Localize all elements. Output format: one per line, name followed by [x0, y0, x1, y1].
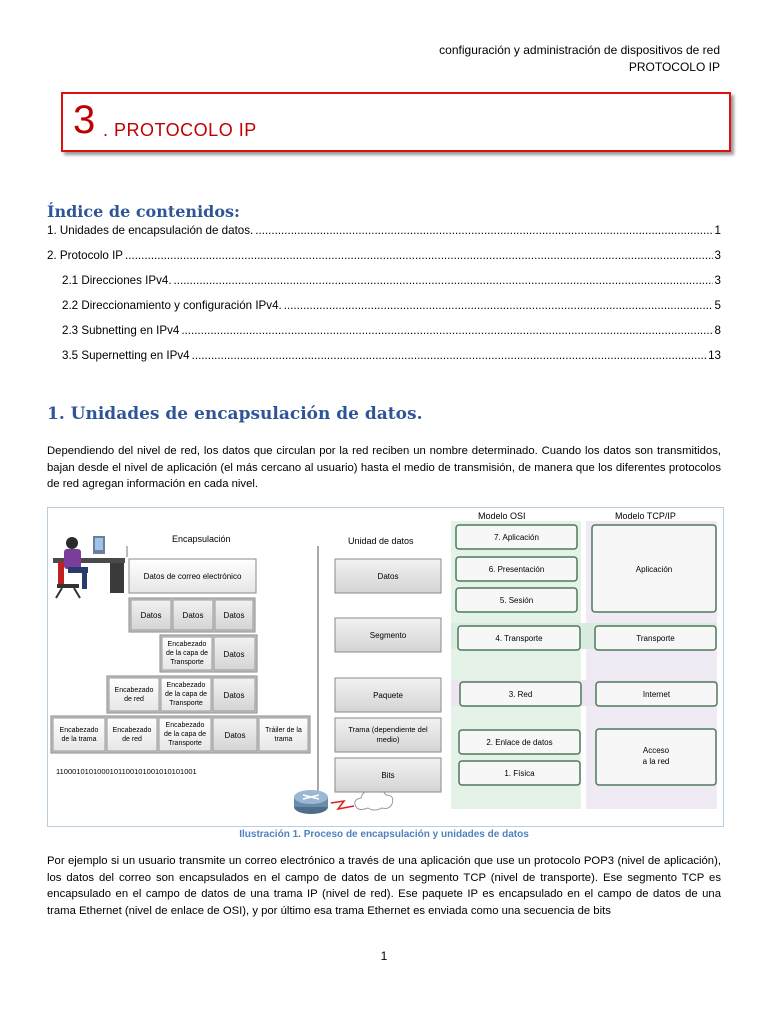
data-unit-column [335, 559, 441, 792]
unit-label: Trama (dependiente del [348, 725, 428, 734]
frame-header-line: de la trama [61, 736, 97, 743]
frame-data-label: Datos [224, 731, 246, 740]
segment-row [160, 635, 257, 672]
osi-layer-label: 6. Presentación [488, 565, 545, 574]
osi-layer-label: 7. Aplicación [494, 533, 539, 542]
header-line-2: PROTOCOLO IP [628, 60, 720, 74]
unit-label: medio) [376, 735, 400, 744]
tcpip-layer-label: Aplicación [635, 565, 673, 574]
encapsulation-figure [47, 507, 724, 827]
running-header [439, 42, 720, 76]
encapsulation-heading: Encapsulación [172, 534, 231, 544]
chapter-title-box [61, 92, 731, 152]
osi-layer-label: 3. Red [508, 690, 533, 699]
network-header-line: Encabezado [114, 687, 154, 694]
toc-entry-page: 3 [714, 274, 721, 287]
tcpip-layer-label: Internet [642, 690, 671, 699]
data-chunk-label: Datos [223, 611, 245, 620]
transport-header-line: Encabezado [166, 682, 206, 689]
toc-entry-page: 8 [714, 324, 721, 337]
toc-entry-label: 3.5 Supernetting en IPv4 [62, 349, 190, 362]
unit-label: Datos [377, 572, 399, 581]
osi-heading: Modelo OSI [478, 511, 526, 521]
toc-leader-dots [255, 224, 712, 238]
osi-layer-label: 5. Sesión [499, 596, 534, 605]
toc-entry[interactable] [47, 324, 721, 349]
toc-entry-page: 1 [714, 224, 721, 237]
transport-header-line: Encabezado [165, 722, 205, 729]
toc-entry-page: 5 [714, 299, 721, 312]
encapsulation-diagram [48, 508, 723, 826]
packet-row [107, 676, 257, 713]
toc-entry[interactable] [47, 274, 721, 299]
transport-header-line: Transporte [170, 659, 204, 666]
toc-entry-page: 3 [714, 249, 721, 262]
network-header-line: de red [124, 696, 144, 703]
frame-row [51, 716, 310, 753]
transport-header-line: de la capa de [164, 691, 208, 698]
figure-caption: Ilustración 1. Proceso de encapsulación y unidades de datos [239, 829, 529, 840]
chapter-number: 3 [73, 98, 96, 142]
data-chunk-label: Datos [182, 611, 204, 620]
toc-entry-label: 2. Protocolo IP [47, 249, 124, 262]
toc-entry[interactable] [47, 224, 721, 249]
transport-header-line: de la capa de [165, 650, 209, 657]
toc-entry-label: 2.2 Direccionamiento y configuración IPv4. [62, 299, 282, 312]
osi-layer-label: 2. Enlace de datos [486, 738, 553, 747]
osi-layer-label: 1. Física [504, 769, 535, 778]
toc-leader-dots [192, 349, 706, 363]
unit-label: Paquete [373, 691, 403, 700]
network-cloud-icon [355, 790, 393, 810]
unit-label: Bits [381, 771, 395, 780]
tcpip-layer-label: Acceso [642, 746, 670, 755]
data-unit-heading: Unidad de datos [348, 536, 414, 546]
toc-leader-dots [174, 274, 713, 288]
header-line-1: configuración y administración de dispositivos de red [439, 43, 720, 57]
toc-leader-dots [181, 324, 712, 338]
osi-layer-label: 4. Transporte [495, 634, 543, 643]
trailer-line: trama [274, 736, 293, 743]
trailer-line: Tráiler de la [265, 727, 302, 734]
toc-leader-dots [284, 299, 713, 313]
packet-data-label: Datos [223, 691, 245, 700]
transport-header-line: de la capa de [163, 731, 207, 738]
toc-title: Índice de contenidos: [47, 202, 240, 221]
network-header-line: Encabezado [112, 727, 152, 734]
data-split-row [129, 598, 255, 632]
toc-leader-dots [125, 249, 713, 263]
tcpip-layer-label: Transporte [636, 634, 675, 643]
toc-entry-label: 2.3 Subnetting en IPv4 [62, 324, 180, 337]
bit-string: 1100010101000101100101001010101001 [56, 767, 197, 776]
chapter-title: . PROTOCOLO IP [103, 120, 257, 140]
table-of-contents [47, 224, 721, 374]
toc-entry[interactable] [47, 349, 721, 374]
paragraph-intro: Dependiendo del nivel de red, los datos que circulan por la red reciben un nombre determinado. Cuando los datos son transmitidos, bajan desde el nivel de aplicación (el más cercano al usuario) hasta el medio de transmisión, de manera que los diferentes protocolos de red agregan información en cada nivel. [47, 445, 721, 490]
toc-entry[interactable] [47, 299, 721, 324]
user-at-computer-icon [53, 536, 125, 598]
page-number: 1 [380, 949, 388, 963]
toc-entry-label: 1. Unidades de encapsulación de datos. [47, 224, 254, 237]
router-icon [294, 790, 328, 814]
frame-header-line: Encabezado [59, 727, 99, 734]
transport-header-line: Encabezado [167, 641, 207, 648]
tcpip-heading: Modelo TCP/IP [615, 511, 676, 521]
network-header-line: de red [122, 736, 142, 743]
tcpip-layer-label: a la red [642, 757, 670, 766]
transport-header-line: Transporte [169, 700, 203, 707]
toc-entry[interactable] [47, 249, 721, 274]
section-title: 1. Unidades de encapsulación de datos. [47, 404, 423, 424]
email-data-block [129, 559, 256, 593]
data-chunk-label: Datos [140, 611, 162, 620]
email-data-label: Datos de correo electrónico [143, 572, 242, 581]
toc-entry-label: 2.1 Direcciones IPv4. [62, 274, 172, 287]
link-bolt-icon [331, 801, 354, 809]
unit-label: Segmento [369, 631, 407, 640]
paragraph-example: Por ejemplo si un usuario transmite un correo electrónico a través de una aplicación que use un protocolo POP3 (nivel de aplicación), los datos del correo son encapsulados en el campo de datos de un segmento TCP (nivel de transporte). Ese segmento TCP es encapsulado en el campo de datos de una trama IP (nivel de red). Ese paquete IP es encapsulado en el campo de datos de una trama Ethernet (nivel de enlace de OSI), y por último esa trama Ethernet es enviada como una secuencia de bits [47, 855, 721, 917]
toc-entry-page: 13 [708, 349, 721, 362]
transport-header-line: Transporte [168, 740, 202, 747]
segment-data-label: Datos [223, 650, 245, 659]
